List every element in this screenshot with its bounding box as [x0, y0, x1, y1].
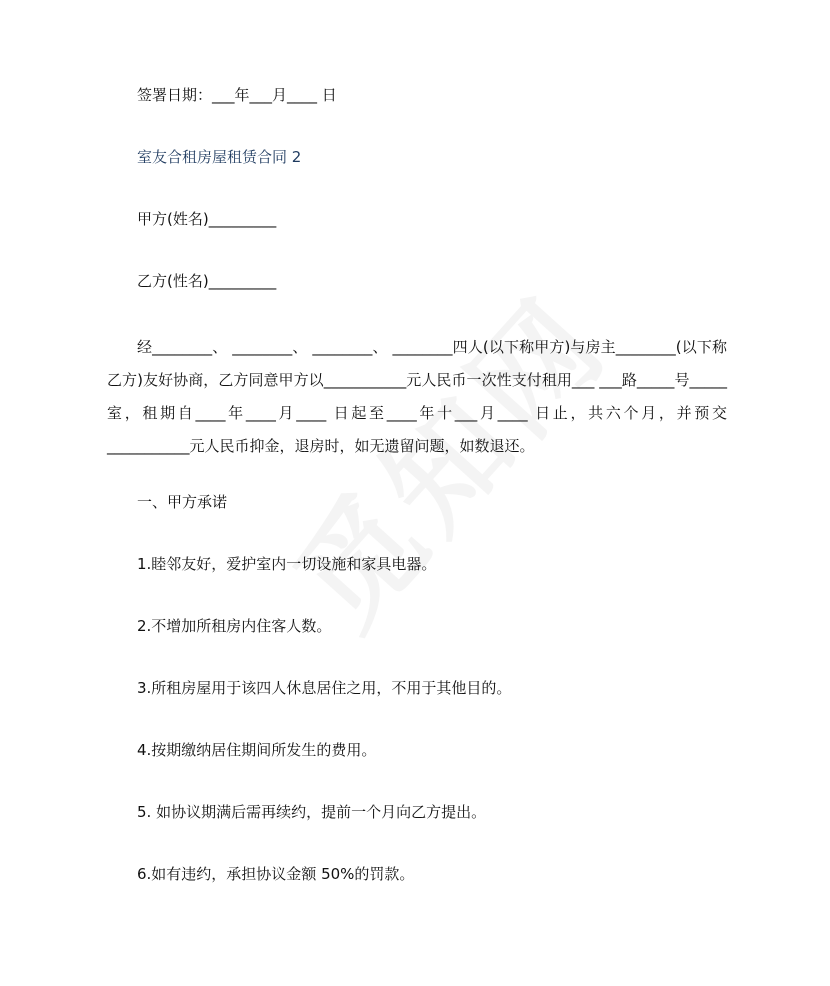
list-item: 4.按期缴纳居住期间所发生的费用。 [137, 741, 377, 759]
party-a-line: 甲方(姓名)_________ [137, 210, 277, 228]
contract-title: 室友合租房屋租赁合同 2 [137, 148, 302, 166]
section-heading: 一、甲方承诺 [137, 493, 228, 511]
party-b-line: 乙方(性名)_________ [137, 272, 277, 290]
list-item: 6.如有违约，承担协议金额 50%的罚款。 [137, 865, 415, 883]
list-item: 5. 如协议期满后需再续约，提前一个月向乙方提出。 [137, 803, 487, 821]
list-item: 2.不增加所租房内住客人数。 [137, 617, 332, 635]
list-item: 3.所租房屋用于该四人休息居住之用，不用于其他目的。 [137, 679, 512, 697]
main-paragraph: 经________、 ________、 ________、 ________四人(以下称甲方)与房主________(以下称乙方)友好协商，乙方同意甲方以___________元人民币一次性支付租用___ ___路_____号_____室，租期自____年____月____ 日起至____年十___月____ 日止，共六个月，并预交___________元人民币抑金，退房时，如无遗留问题，如数退还。 [107, 338, 727, 455]
list-item: 1.睦邻友好，爱护室内一切设施和家具电器。 [137, 555, 437, 573]
sign-date: 签署日期：___年___月____ 日 [137, 86, 337, 104]
